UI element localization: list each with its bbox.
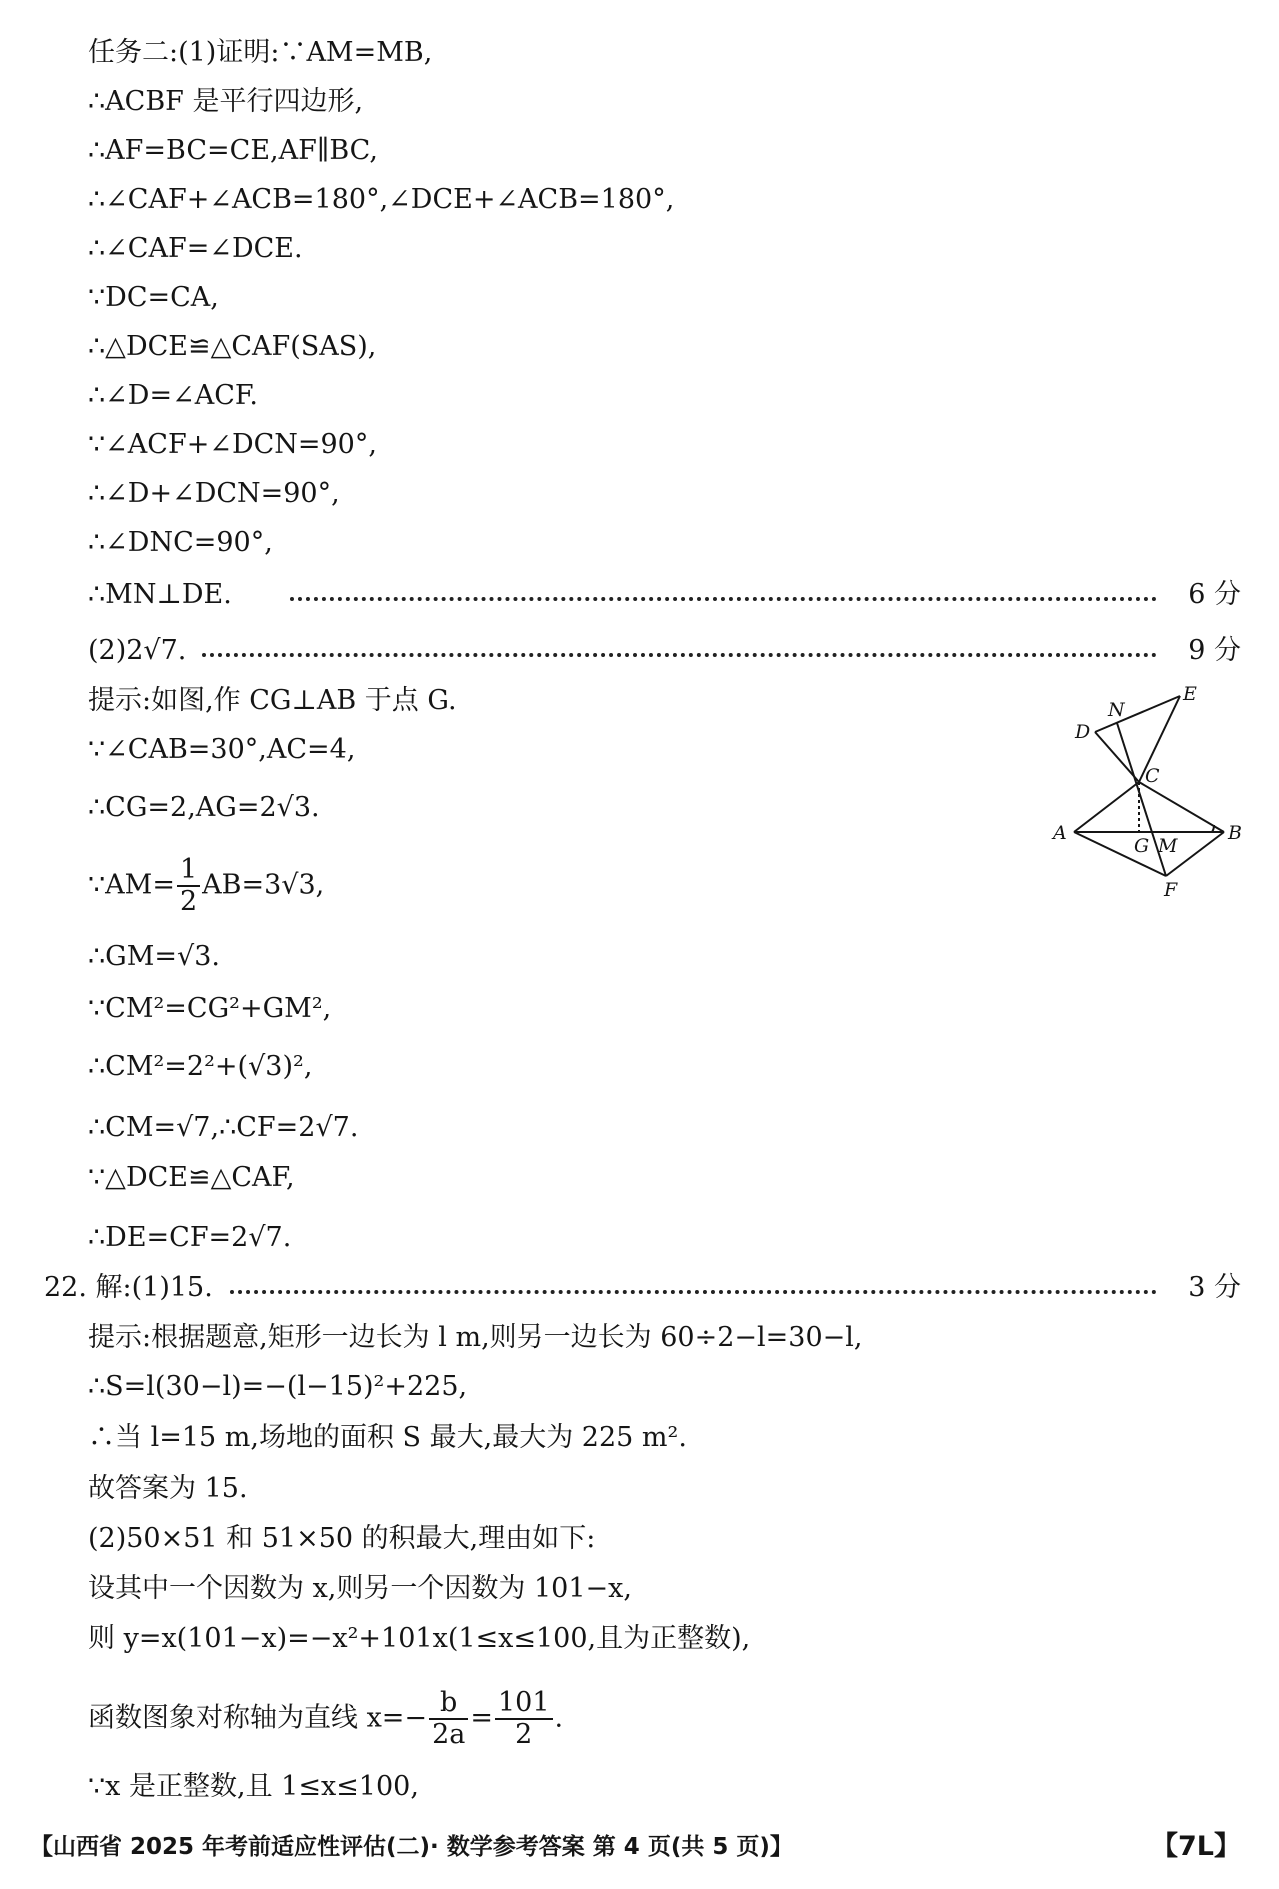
figure-label-A: A bbox=[1053, 822, 1067, 844]
solution-text: 则 y=x(101−x)=−x²+101x(1≤x≤100,且为正整数), bbox=[88, 1623, 751, 1654]
fraction-numerator: 1 bbox=[177, 855, 200, 887]
period: . bbox=[554, 1702, 564, 1734]
fraction-denominator: 2 bbox=[515, 1719, 533, 1750]
hint-text: ∵∠CAB=30°,AC=4, bbox=[88, 734, 356, 765]
figure-label-C: C bbox=[1145, 765, 1160, 787]
figure-label-D: D bbox=[1075, 721, 1091, 743]
hint-text: ∵AM= bbox=[88, 869, 175, 901]
solution-text: ∵x 是正整数,且 1≤x≤100, bbox=[88, 1771, 419, 1802]
proof-text: 任务二:(1)证明:∵AM=MB, bbox=[88, 37, 433, 68]
hint-text: ∵△DCE≌△CAF, bbox=[88, 1162, 295, 1193]
fraction-denominator: 2 bbox=[179, 886, 198, 917]
hint-text: ∴GM=√3. bbox=[88, 941, 220, 972]
solution-text: 故答案为 15. bbox=[88, 1473, 248, 1504]
score-label: 9 分 bbox=[1188, 635, 1241, 666]
answer-text: (2)2√7. bbox=[88, 635, 187, 666]
leader-dots bbox=[290, 597, 1157, 601]
segment-DC bbox=[1095, 732, 1139, 782]
hint-text: 提示:如图,作 CG⊥AB 于点 G. bbox=[88, 685, 457, 716]
figure-label-E: E bbox=[1183, 686, 1197, 705]
segment-AF bbox=[1074, 832, 1166, 876]
segment-AC bbox=[1074, 782, 1139, 832]
hint-text: ∴CG=2,AG=2√3. bbox=[88, 792, 320, 823]
proof-text: ∴ACBF 是平行四边形, bbox=[88, 86, 364, 117]
proof-text: ∴∠CAF=∠DCE. bbox=[88, 233, 303, 264]
figure-label-B: B bbox=[1228, 822, 1242, 844]
solution-text: ∴当 l=15 m,场地的面积 S 最大,最大为 225 m². bbox=[88, 1422, 687, 1453]
segment-CB bbox=[1139, 782, 1224, 832]
solution-text: (2)50×51 和 51×50 的积最大,理由如下: bbox=[88, 1523, 596, 1554]
fraction bbox=[177, 855, 200, 917]
proof-text: ∴∠DNC=90°, bbox=[88, 527, 273, 558]
figure-label-N: N bbox=[1108, 699, 1125, 721]
fraction bbox=[495, 1688, 553, 1750]
fraction bbox=[429, 1688, 468, 1750]
leader-dots bbox=[202, 653, 1157, 657]
proof-text: ∴∠CAF+∠ACB=180°,∠DCE+∠ACB=180°, bbox=[88, 184, 675, 215]
proof-text: ∴∠D+∠DCN=90°, bbox=[88, 478, 340, 509]
figure-label-F: F bbox=[1164, 879, 1178, 901]
hint-text: ∴CM²=2²+(√3)², bbox=[88, 1051, 313, 1082]
footer-tag: 【7L】 bbox=[1151, 1831, 1241, 1862]
hint-text: ∵CM²=CG²+GM², bbox=[88, 993, 332, 1024]
solution-text: ∴S=l(30−l)=−(l−15)²+225, bbox=[88, 1371, 468, 1402]
proof-text: ∴△DCE≌△CAF(SAS), bbox=[88, 331, 377, 362]
question-header: 22. 解:(1)15. bbox=[44, 1272, 213, 1303]
proof-text: ∴MN⊥DE. bbox=[88, 579, 232, 610]
geometry-figure bbox=[1050, 686, 1250, 902]
proof-text: ∵∠ACF+∠DCN=90°, bbox=[88, 429, 377, 460]
score-label: 3 分 bbox=[1188, 1272, 1241, 1303]
equals-sign: = bbox=[470, 1702, 493, 1734]
solution-text: 提示:根据题意,矩形一边长为 l m,则另一边长为 60÷2−l=30−l, bbox=[88, 1322, 863, 1353]
figure-label-G: G bbox=[1134, 835, 1150, 857]
solution-text: 函数图象对称轴为直线 x=− bbox=[88, 1702, 428, 1734]
proof-text: ∴∠D=∠ACF. bbox=[88, 380, 258, 411]
hint-text: ∴DE=CF=2√7. bbox=[88, 1222, 292, 1253]
score-label: 6 分 bbox=[1188, 579, 1241, 610]
figure-label-M: M bbox=[1158, 835, 1178, 857]
hint-text: ∴CM=√7,∴CF=2√7. bbox=[88, 1112, 359, 1143]
page-footer bbox=[30, 1832, 1249, 1862]
solution-text: 设其中一个因数为 x,则另一个因数为 101−x, bbox=[88, 1573, 632, 1604]
footer-text: 【山西省 2025 年考前适应性评估(二)· 数学参考答案 第 4 页(共 5 页)】 bbox=[30, 1834, 793, 1860]
proof-text: ∴AF=BC=CE,AF∥BC, bbox=[88, 135, 378, 166]
fraction-numerator: 101 bbox=[495, 1688, 553, 1720]
hint-text: AB=3√3, bbox=[202, 869, 325, 901]
fraction-denominator: 2a bbox=[432, 1719, 466, 1750]
leader-dots bbox=[230, 1290, 1157, 1294]
fraction-numerator: b bbox=[429, 1688, 468, 1720]
proof-text: ∵DC=CA, bbox=[88, 282, 219, 313]
